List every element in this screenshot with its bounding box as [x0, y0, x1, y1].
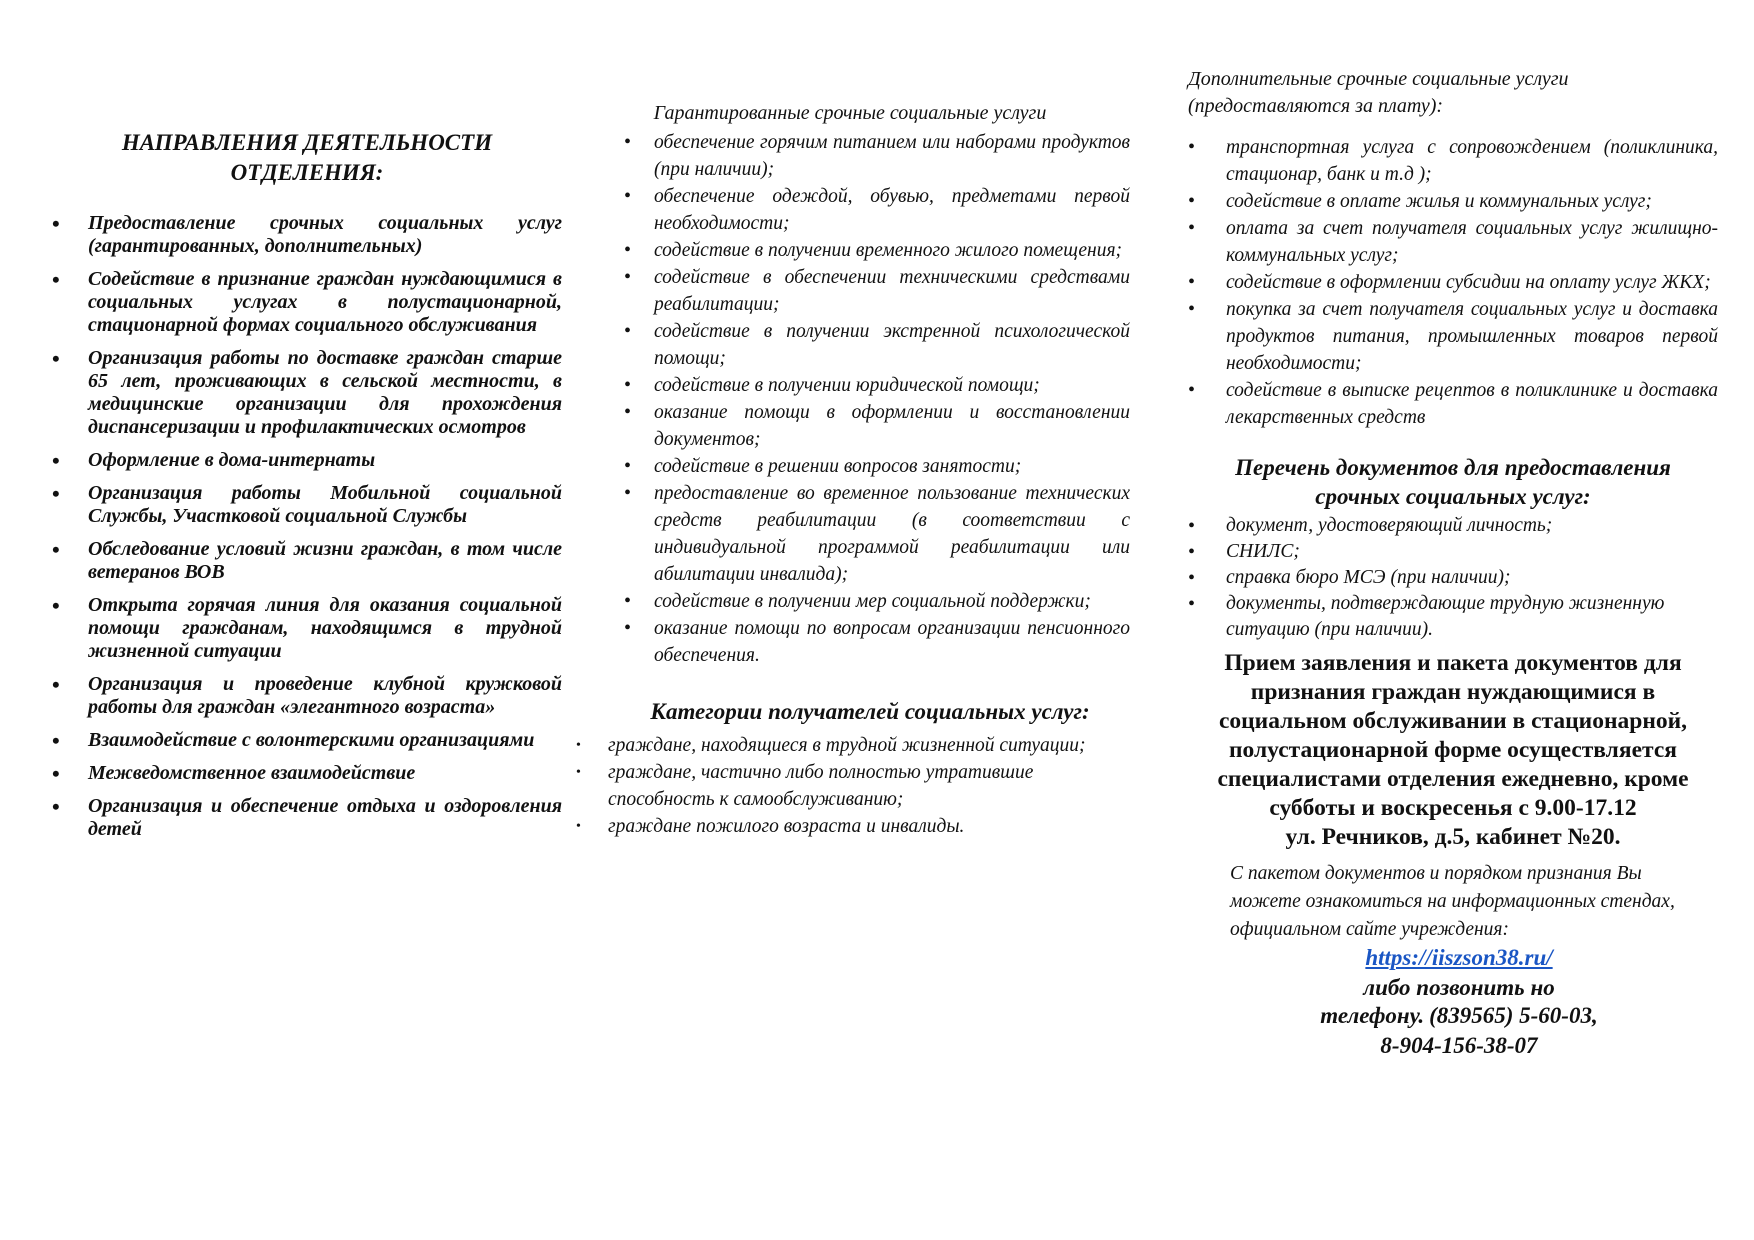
mobile-phone-number: 8-904-156-38-07 [1380, 1033, 1538, 1058]
list-item: • обеспечение одеждой, обувью, предметами первой необходимости; [610, 183, 1130, 237]
office-address: ул. Речников, д.5, кабинет №20. [1285, 824, 1621, 850]
directions-list [52, 212, 562, 841]
list-item: • транспортная услуга с сопровождением (поликлиника, стационар, банк и т.д ); [1188, 134, 1718, 188]
list-item: • граждане пожилого возраста и инвалиды. [570, 813, 1130, 840]
additional-services-heading: Дополнительные срочные социальные услуги (предоставляются за плату): [1188, 68, 1569, 117]
list-item: • граждане, находящиеся в трудной жизненной ситуации; [570, 732, 1130, 759]
list-item: • покупка за счет получателя социальных услуг и доставка продуктов питания, промышленных товаров первой необходимости; [1188, 296, 1718, 377]
reception-notice-text: Прием заявления и пакета документов для признания граждан нуждающимися в социальном обслуживании в стационарной, полустационарной форме осуществляется специалистами отделения ежедневно, кроме субботы и воскресенья с 9.00-17.12 [1217, 650, 1689, 821]
list-item: • документы, подтверждающие трудную жизненную ситуацию (при наличии). [1188, 591, 1718, 643]
list-item: • содействие в обеспечении техническими средствами реабилитации; [610, 264, 1130, 318]
call-text: либо позвонить но [1363, 975, 1555, 1000]
guaranteed-services-list [610, 129, 1130, 669]
categories-list [570, 732, 1130, 840]
website-link[interactable]: https://iiszson38.ru/ [1365, 945, 1553, 970]
list-item: • оплата за счет получателя социальных услуг жилищно-коммунальных услуг; [1188, 215, 1718, 269]
contact-info [1188, 860, 1718, 1060]
documents-list [1188, 513, 1718, 643]
list-item: • Обследование условий жизни граждан, в том числе ветеранов ВОВ [52, 538, 562, 584]
directions-title: НАПРАВЛЕНИЯ ДЕЯТЕЛЬНОСТИ ОТДЕЛЕНИЯ: [121, 130, 493, 185]
list-item: • оказание помощи по вопросам организации пенсионного обеспечения. [610, 615, 1130, 669]
list-item: • содействие в получении экстренной психологической помощи; [610, 318, 1130, 372]
list-item: • Межведомственное взаимодействие [52, 762, 562, 785]
list-item: • Оформление в дома-интернаты [52, 449, 562, 472]
additional-services-list [1188, 134, 1718, 431]
list-item: • Открыта горячая линия для оказания социальной помощи гражданам, находящимся в трудной жизненной ситуации [52, 594, 562, 663]
list-item: • Организация и проведение клубной кружковой работы для граждан «элегантного возраста» [52, 673, 562, 719]
guaranteed-services-heading: Гарантированные срочные социальные услуги [653, 102, 1047, 124]
list-item: • оказание помощи в оформлении и восстановлении документов; [610, 399, 1130, 453]
list-item: • граждане, частично либо полностью утратившие способность к самообслуживанию; [570, 759, 1130, 813]
documents-title: Перечень документов для предоставления срочных социальных услуг: [1235, 455, 1671, 509]
list-item: • содействие в выписке рецептов в поликлинике и доставка лекарственных средств [1188, 377, 1718, 431]
additional-services-column [1188, 66, 1718, 1060]
phone-line [1230, 1002, 1688, 1032]
directions-column [52, 128, 562, 851]
list-item: • документ, удостоверяющий личность; [1188, 513, 1718, 539]
phone-number: (839565) 5-60-03, [1429, 1003, 1598, 1028]
list-item: • Организация работы Мобильной социальной Службы, Участковой социальной Службы [52, 482, 562, 528]
list-item: • предоставление во временное пользование технических средств реабилитации (в соответствии с индивидуальной программой реабилитации или абилитации инвалида); [610, 480, 1130, 588]
list-item: • обеспечение горячим питанием или наборами продуктов (при наличии); [610, 129, 1130, 183]
list-item: • содействие в получении мер социальной поддержки; [610, 588, 1130, 615]
list-item: • содействие в получении юридической помощи; [610, 372, 1130, 399]
list-item: • Содействие в признание граждан нуждающимися в социальных услугах в полустационарной, стационарной формах социального обслуживания [52, 268, 562, 337]
list-item: • содействие в решении вопросов занятости; [610, 453, 1130, 480]
list-item: • справка бюро МСЭ (при наличии); [1188, 565, 1718, 591]
contact-text: С пакетом документов и порядком признания Вы можете ознакомиться на информационных стендах, официальном сайте учреждения: [1230, 863, 1675, 940]
list-item: • Предоставление срочных социальных услуг (гарантированных, дополнительных) [52, 212, 562, 258]
reception-notice [1188, 649, 1718, 852]
list-item: • СНИЛС; [1188, 539, 1718, 565]
list-item: • Организация и обеспечение отдыха и оздоровления детей [52, 795, 562, 841]
phone-label: телефону. [1320, 1003, 1425, 1028]
list-item: • содействие в получении временного жилого помещения; [610, 237, 1130, 264]
list-item: • содействие в оплате жилья и коммунальных услуг; [1188, 188, 1718, 215]
guaranteed-services-column [610, 100, 1130, 840]
list-item: • содействие в оформлении субсидии на оплату услуг ЖКХ; [1188, 269, 1718, 296]
categories-title: Категории получателей социальных услуг: [650, 699, 1090, 724]
list-item: • Организация работы по доставке граждан старше 65 лет, проживающих в сельской местности, в медицинские организации для прохождения диспансеризации и профилактических осмотров [52, 347, 562, 439]
list-item: • Взаимодействие с волонтерскими организациями [52, 729, 562, 752]
